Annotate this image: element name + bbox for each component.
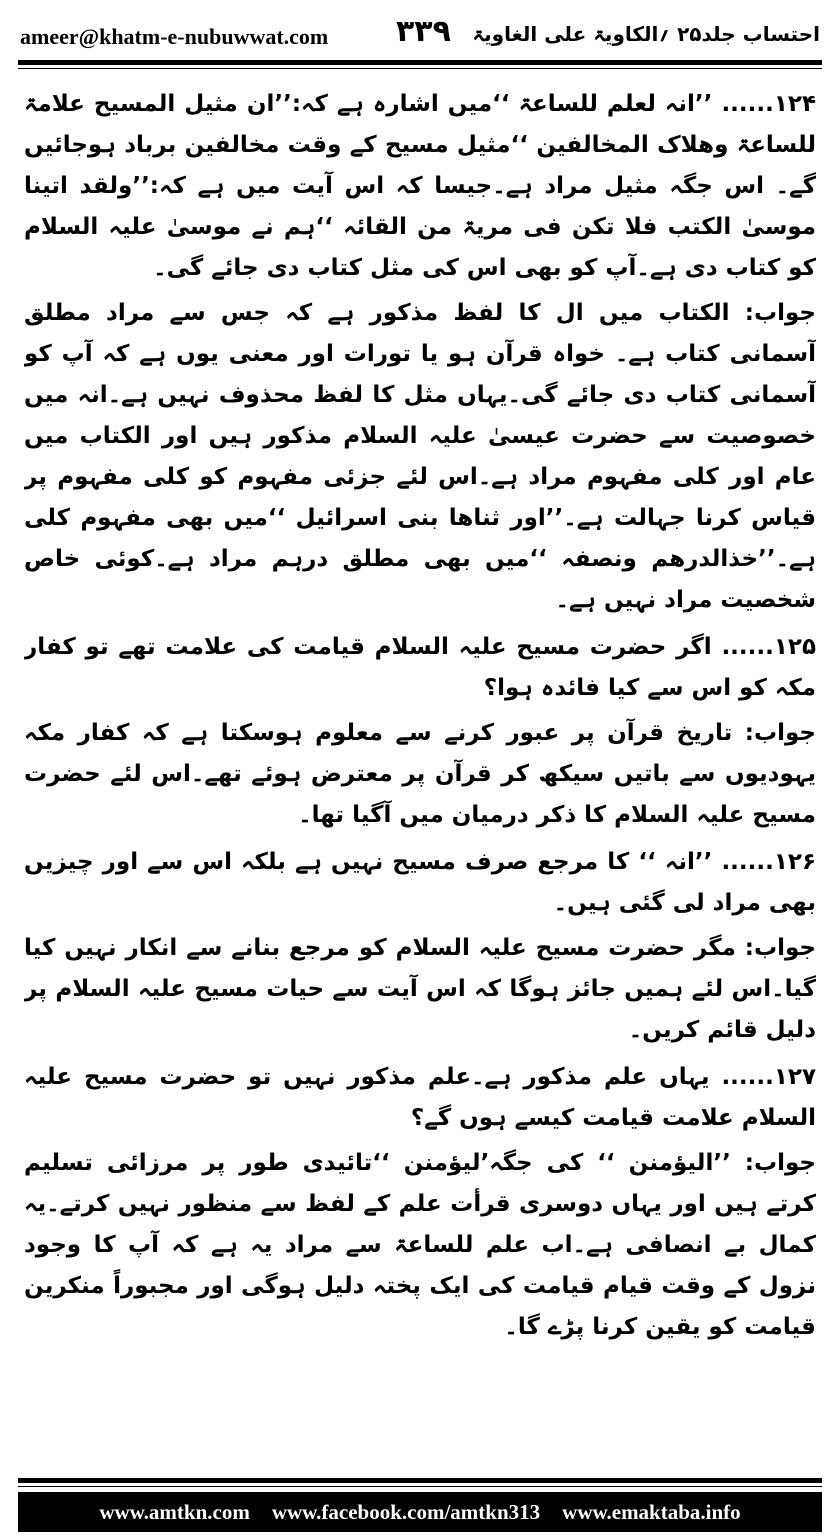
question-124 [24,84,816,289]
footer-link-amtkn[interactable]: www.amtkn.com [99,1499,250,1524]
header-rule-thin [18,68,822,69]
answer-text: الکتاب میں ال کا لفظ مذکور ہے کہ جس سے مراد مطلق آسمانی کتاب ہے۔ خواہ قرآن ہو یا تورات اور معنی یوں ہے کہ آپ کو آسمانی کتاب دی جائے گی۔یہاں مثل کا لفظ محذوف نہیں ہے۔انہ میں خصوصیت سے حضرت عیسیٰ علیہ السلام مذکور ہیں اور الکتاب میں عام اور کلی مفہوم مراد ہے۔اس لئے جزئی مفہوم کو کلی مفہوم پر قیاس کرنا جہالت ہے۔’’اور ثناھا بنی اسرائیل ‘‘میں بھی مفہوم کلی ہے۔’’خذالدرھم ونصفہ ‘‘میں بھی مطلق درہم مراد ہے۔کوئی خاص شخصیت مراد نہیں ہے۔ [24,300,816,613]
footer-rule-thin [18,1486,822,1487]
footer-link-facebook[interactable]: www.facebook.com/amtkn313 [271,1499,541,1524]
answer-126 [24,928,816,1051]
answer-127 [24,1143,816,1348]
question-text: اگر حضرت مسیح علیہ السلام قیامت کی علامت تھے تو کفار مکہ کو اس سے کیا فائدہ ہوا؟ [24,634,816,701]
footer-rule-thick [18,1478,822,1483]
header-rule-thick [18,60,822,65]
page-header [18,10,822,58]
question-number: ۱۲۷...... [721,1064,816,1090]
answer-text: مگر حضرت مسیح علیہ السلام کو مرجع بنانے سے انکار نہیں کیا گیا۔اس لئے ہمیں جائز ہوگا کہ اس آیت سے حیات مسیح علیہ السلام پر دلیل قائم کریں۔ [24,935,816,1043]
question-126 [24,842,816,924]
footer-link-emaktaba[interactable]: www.emaktaba.info [562,1499,741,1524]
answer-label: جواب: [744,720,816,746]
answer-text: ’’الیؤمنن ‘‘ کی جگہ’لیؤمنن ‘‘تائیدی طور پر مرزائی تسلیم کرتے ہیں اور یہاں دوسری قرأت علم کے لفظ سے منظور نہیں کرتے۔یہ کمال بے انصافی ہے۔اب علم للساعۃ سے مراد یہ ہے کہ آپ کا وجود نزول کے وقت قیام قیامت کی ایک پختہ دلیل ہوگی اور مجبوراً منکرین قیامت کو یقین کرنا پڑے گا۔ [24,1150,816,1340]
question-number: ۱۲۶...... [721,849,816,875]
answer-text: تاریخ قرآن پر عبور کرنے سے معلوم ہوسکتا ہے کہ کفار مکہ یہودیوں سے باتیں سیکھ کر قرآن پر معترض ہوئے تھے۔اس لئے حضرت مسیح علیہ السلام کا ذکر درمیان میں آگیا تھا۔ [24,720,816,828]
question-text: یہاں علم مذکور ہے۔علم مذکور نہیں تو حضرت مسیح علیہ السلام علامت قیامت کیسے ہوں گے؟ [24,1064,816,1131]
question-text: ’’انہ لعلم للساعۃ ‘‘میں اشارہ ہے کہ:’’ان مثیل المسیح علامۃ للساعۃ وھلاک المخالفین ‘‘مثیل مسیح کے وقت مخالفین برباد ہوجائیں گے۔ اس جگہ مثیل مراد ہے۔جیسا کہ اس آیت میں ہے کہ:’’ولقد اتینا موسیٰ الکتب فلا تکن فی مریۃ من القائہ ‘‘ہم نے موسیٰ علیہ السلام کو کتاب دی ہے۔آپ کو بھی اس کی مثل کتاب دی جائے گی۔ [24,91,816,281]
header-email: ameer@khatm-e-nubuwwat.com [20,24,329,49]
question-number: ۱۲۴...... [721,91,816,117]
answer-label: جواب: [744,1150,816,1176]
question-127 [24,1057,816,1139]
answer-124 [24,293,816,621]
answer-125 [24,713,816,836]
page-body [24,78,816,1458]
question-125 [24,627,816,709]
question-text: ’’انہ ‘‘ کا مرجع صرف مسیح نہیں ہے بلکہ اس سے اور چیزیں بھی مراد لی گئی ہیں۔ [24,849,816,916]
answer-label: جواب: [744,935,816,961]
footer-bar [18,1492,822,1532]
question-number: ۱۲۵...... [721,634,816,660]
page-number: ۳۳۹ [396,14,451,49]
book-title: احتساب جلد۲۵ ؍الکاویۃ علی الغاویۃ [472,22,820,46]
answer-label: جواب: [744,300,816,326]
